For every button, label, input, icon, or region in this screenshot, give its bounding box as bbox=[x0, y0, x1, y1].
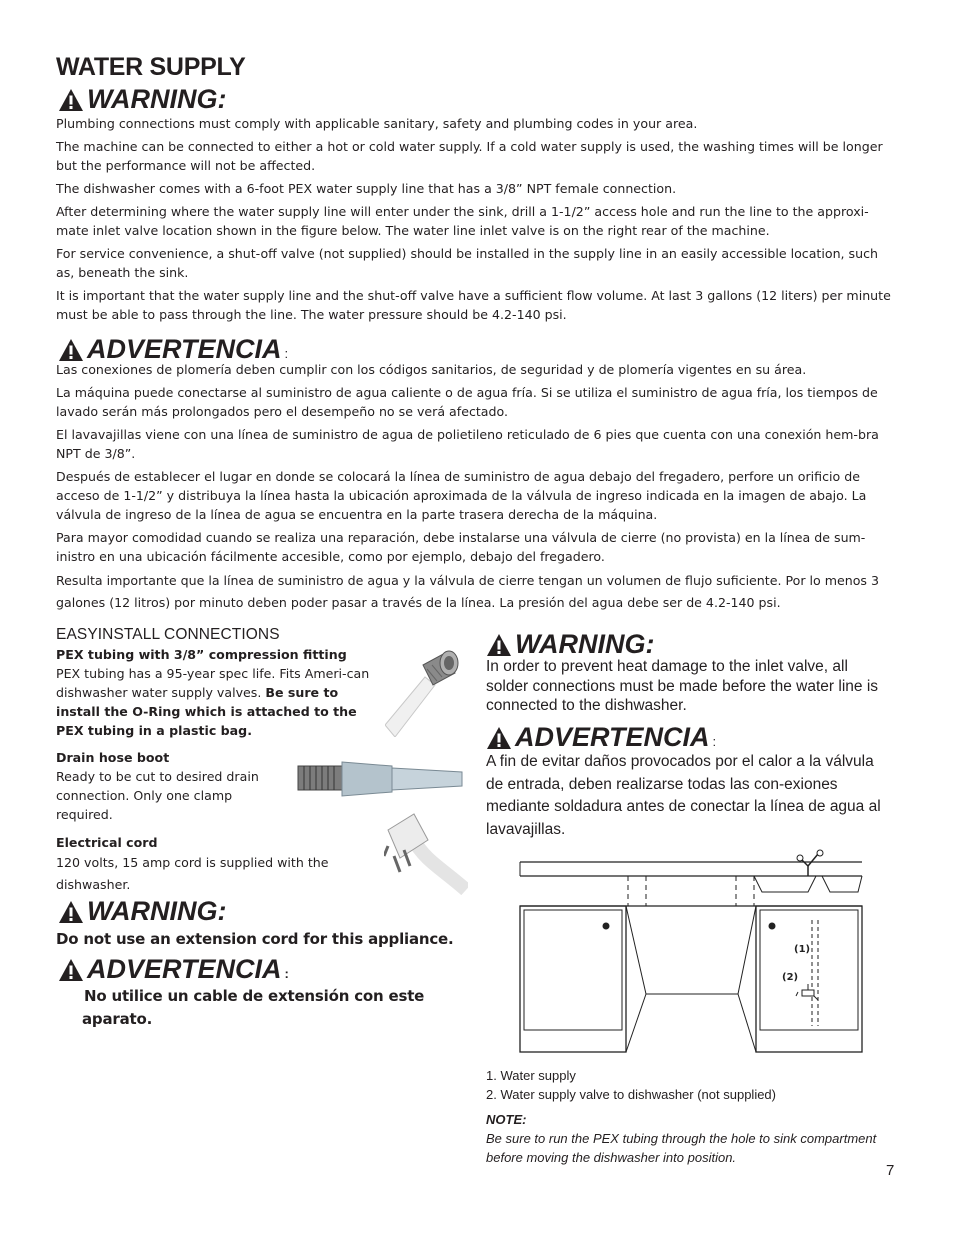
cord-text: 120 volts, 15 amp cord is supplied with the dishwasher. bbox=[56, 855, 329, 892]
note-text: Be sure to run the PEX tubing through the hole to sink compartment before moving the dishwasher into position. bbox=[486, 1131, 877, 1165]
drain-block bbox=[56, 748, 296, 824]
warning-icon bbox=[486, 633, 512, 657]
paragraph: After determining where the water supply line will enter under the sink, drill a 1-1/2” access hole and run the line to the approxi-mate inlet valve location shown in the figure below. The water line inlet valve is on the right rear of the machine. bbox=[56, 204, 869, 238]
paragraph: El lavavajillas viene con una línea de suministro de agua de polietileno reticulado de 6 pies que cuenta con una conexión hem-bra NPT de 3/8”. bbox=[56, 427, 879, 461]
advertencia-colon: : bbox=[284, 346, 289, 361]
cord-heading: Electrical cord bbox=[56, 835, 158, 850]
drain-heading: Drain hose boot bbox=[56, 750, 170, 765]
page-number: 7 bbox=[886, 1162, 895, 1179]
note-heading: NOTE: bbox=[486, 1112, 527, 1127]
paragraph: Para mayor comodidad cuando se realiza una reparación, debe instalarse una válvula de cierre (no provista) en la línea de sum-inistro en una ubicación fácilmente accesible, como por ejemplo, debajo del fregadero. bbox=[56, 530, 866, 564]
paragraph: Las conexiones de plomería deben cumplir con los códigos sanitarios, de seguridad y de plomería vigentes en su área. bbox=[56, 362, 807, 377]
paragraph: La máquina puede conectarse al suministro de agua caliente o de agua fría. Si se utiliza el suministro de agua fría, los tiempos de lavado serán más prolongados pero el desempeño no se verá afectado. bbox=[56, 385, 878, 419]
caption-water-supply: 1. Water supply bbox=[486, 1068, 576, 1083]
advertencia-title: ADVERTENCIA bbox=[87, 954, 282, 984]
advertencia-heading bbox=[486, 722, 716, 753]
advertencia-colon: : bbox=[712, 734, 717, 749]
solder-advertencia: A fin de evitar daños provocados por el calor a la válvula de entrada, deben realizarse todas las con-exiones mediante soldadura antes de conectar la línea de agua al lavavajillas. bbox=[486, 753, 881, 838]
pex-bold-note: Be sure to install the O-Ring which is attached to the PEX tubing in a plastic bag. bbox=[56, 685, 357, 738]
warning-title: WARNING: bbox=[515, 629, 655, 659]
paragraph: For service convenience, a shut-off valve (not supplied) should be installed in the supply line in an easily accessible location, such as, beneath the sink. bbox=[56, 246, 879, 280]
warning-icon bbox=[58, 338, 84, 362]
paragraph: Después de establecer el lugar en donde se colocará la línea de suministro de agua debajo del fregadero, perfore un orificio de acceso de 1-1/2” y distribuya la línea hasta la ubicación aproximada de la válvula de ingreso indicada en la imagen de abajo. La válvula de ingreso de la línea de agua se encuentra en la parte trasera derecha de la máquina. bbox=[56, 469, 867, 522]
warning-heading bbox=[486, 629, 654, 660]
electrical-cord-image bbox=[384, 800, 468, 896]
warning-body bbox=[56, 114, 898, 328]
callout-label-1: (1) bbox=[794, 944, 811, 955]
paragraph: It is important that the water supply line and the shut-off valve have a sufficient flow volume. At last 3 gallons (12 liters) per minute must be able to pass through the line. The water pressure should be 4.2-140 psi. bbox=[56, 288, 891, 322]
extension-cord-advertencia: No utilice un cable de extensión con este aparato. bbox=[82, 987, 425, 1028]
easyinstall-title: EASYINSTALL CONNECTIONS bbox=[56, 626, 280, 643]
paragraph: The dishwasher comes with a 6-foot PEX water supply line that has a 3/8” NPT female connection. bbox=[56, 181, 677, 196]
warning-heading bbox=[58, 896, 226, 927]
paragraph: Plumbing connections must comply with applicable sanitary, safety and plumbing codes in your area. bbox=[56, 116, 698, 131]
installation-diagram bbox=[518, 846, 864, 1056]
drain-hose-boot-image bbox=[296, 758, 464, 800]
advertencia-heading bbox=[58, 954, 289, 985]
warning-icon bbox=[486, 726, 512, 750]
pex-text bbox=[56, 664, 374, 740]
cord-block bbox=[56, 833, 356, 896]
pex-heading: PEX tubing with 3/8” compression fitting bbox=[56, 647, 347, 662]
advertencia-title: ADVERTENCIA bbox=[87, 334, 282, 364]
pex-fitting-image bbox=[385, 645, 467, 737]
warning-title: WARNING: bbox=[87, 896, 227, 926]
callout-label-2: (2) bbox=[782, 972, 799, 983]
warning-icon bbox=[58, 958, 84, 982]
drain-text: Ready to be cut to desired drain connection. Only one clamp required. bbox=[56, 769, 259, 822]
paragraph: The machine can be connected to either a hot or cold water supply. If a cold water supply is used, the washing times will be longer but the performance will not be affected. bbox=[56, 139, 883, 173]
note-block bbox=[486, 1110, 886, 1167]
advertencia-body bbox=[56, 360, 898, 618]
advertencia-colon: : bbox=[284, 966, 289, 981]
paragraph: Resulta importante que la línea de suministro de agua y la válvula de cierre tengan un volumen de flujo suficiente. Por lo menos 3 galones (12 litros) por minuto deben poder pasar a través de la línea. La presión del agua debe ser de 4.2-140 psi. bbox=[56, 573, 880, 610]
solder-warning: In order to prevent heat damage to the inlet valve, all solder connections must be made before the water line is connected to the dishwasher. bbox=[486, 658, 879, 714]
advertencia-title: ADVERTENCIA bbox=[515, 722, 710, 752]
warning-title: WARNING: bbox=[87, 84, 227, 114]
warning-heading bbox=[58, 84, 226, 115]
figure-captions bbox=[486, 1066, 776, 1104]
page-title: WATER SUPPLY bbox=[56, 53, 246, 81]
caption-valve: 2. Water supply valve to dishwasher (not supplied) bbox=[486, 1087, 776, 1102]
warning-icon bbox=[58, 88, 84, 112]
warning-icon bbox=[58, 900, 84, 924]
extension-cord-warning: Do not use an extension cord for this appliance. bbox=[56, 930, 454, 948]
pex-description: PEX tubing has a 95-year spec life. Fits Ameri-can dishwasher water supply valves. bbox=[56, 666, 370, 700]
pex-block bbox=[56, 645, 376, 740]
